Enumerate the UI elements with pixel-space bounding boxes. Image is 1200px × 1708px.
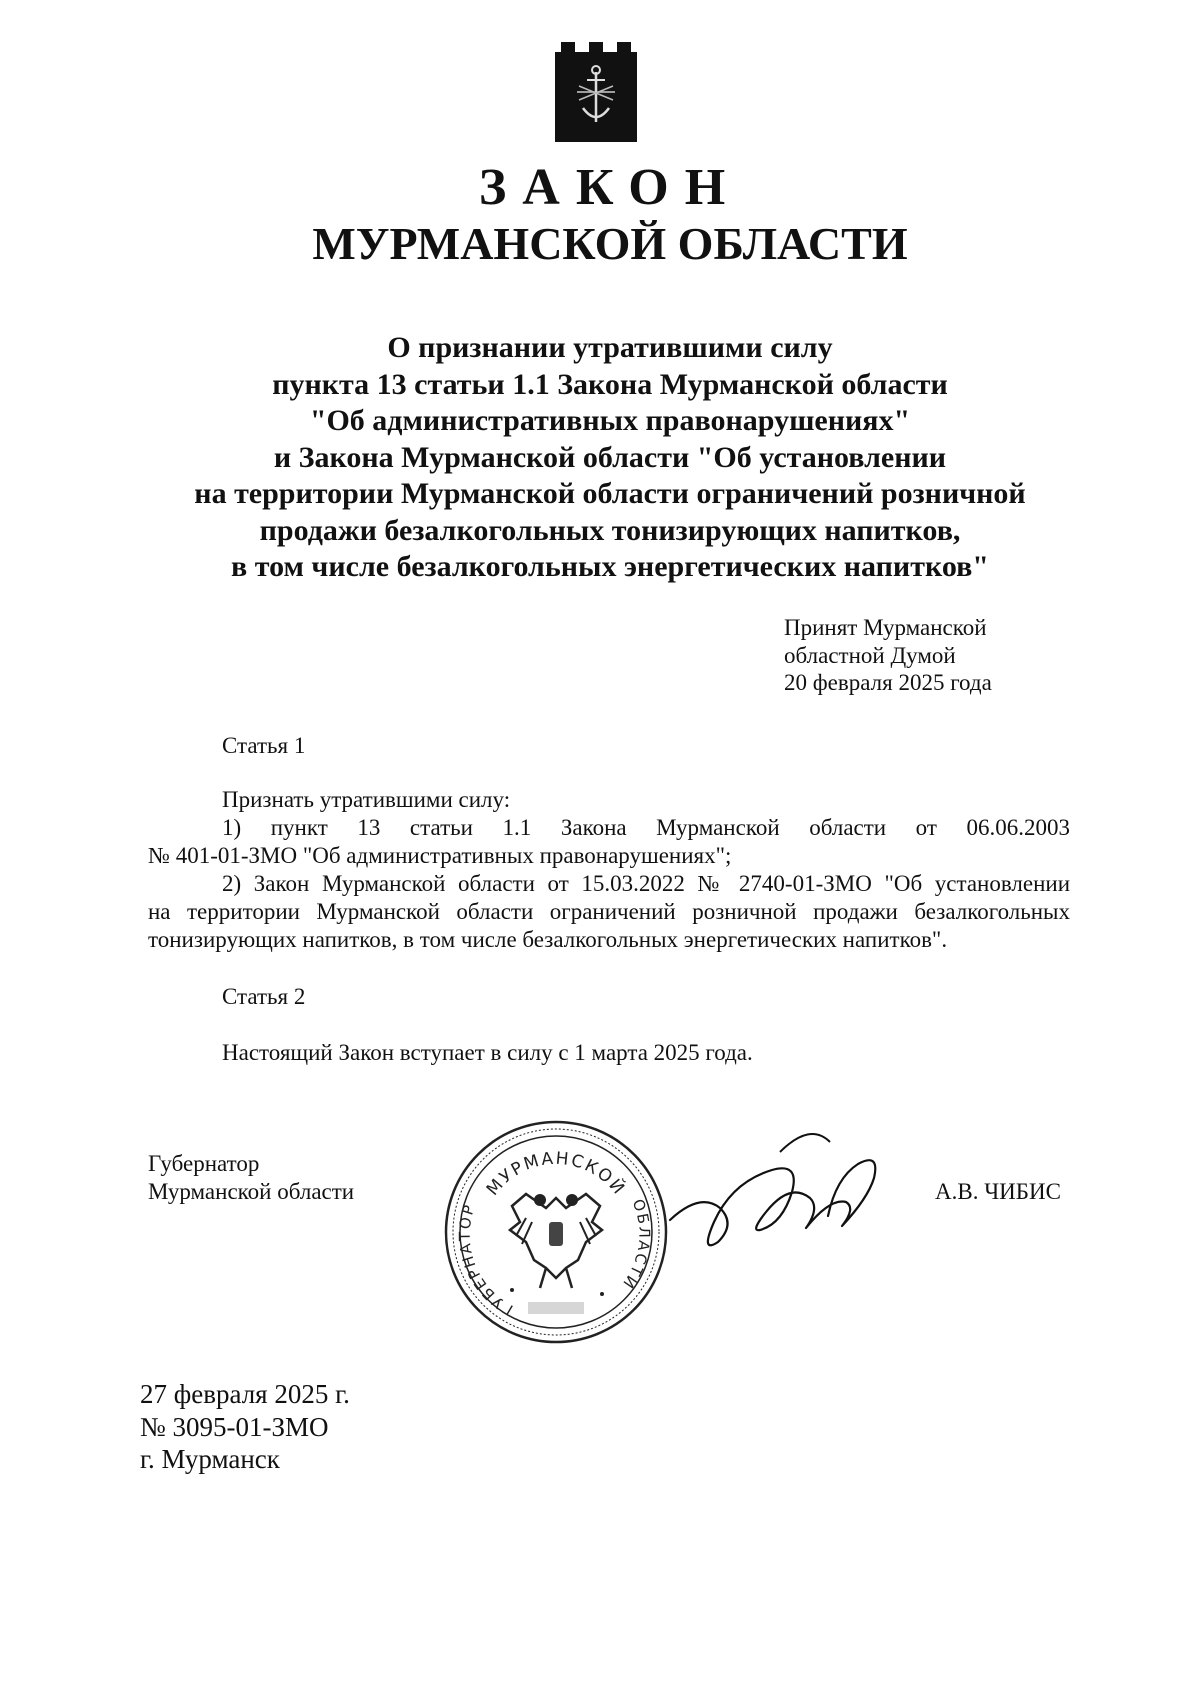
adoption-line: Принят Мурманской bbox=[784, 615, 987, 640]
law-registration-block bbox=[140, 1378, 350, 1476]
article-1-heading: Статья 1 bbox=[222, 733, 306, 758]
signing-date: 27 февраля 2025 г. bbox=[140, 1379, 350, 1409]
law-number: № 3095-01-ЗМО bbox=[140, 1411, 329, 1442]
signatory-title bbox=[148, 1150, 354, 1206]
seal-left-text: ГУБЕРНАТОР bbox=[455, 1201, 517, 1319]
svg-text:ГУБЕРНАТОР bbox=[456, 1201, 516, 1318]
signatory-title-line: Губернатор bbox=[148, 1151, 260, 1176]
adoption-date: 20 февраля 2025 года bbox=[784, 670, 992, 695]
law-title-line: продажи безалкогольных тонизирующих напитков, bbox=[259, 513, 961, 547]
region-heading: МУРМАНСКОЙ ОБЛАСТИ bbox=[312, 218, 908, 269]
document-type-heading: ЗАКОН bbox=[478, 159, 742, 216]
signatory-name: А.В. ЧИБИС bbox=[935, 1179, 1061, 1204]
article-2-text: Настоящий Закон вступает в силу с 1 марта 2025 года. bbox=[222, 1040, 753, 1065]
article-1-intro: Признать утратившими силу: bbox=[222, 787, 511, 812]
article-1-body bbox=[148, 786, 1070, 954]
law-title-line: и Закона Мурманской области "Об установлении bbox=[273, 440, 947, 474]
article-2-body bbox=[148, 1039, 1070, 1067]
signing-city: г. Мурманск bbox=[140, 1444, 280, 1474]
article-1-item-1-line: 1) пункт 13 статьи 1.1 Закона Мурманской области от 06.06.2003 bbox=[222, 815, 1070, 840]
law-title-line: "Об административных правонарушениях" bbox=[309, 404, 911, 437]
article-1-item-2-line: тонизирующих напитков, в том числе безалкогольных энергетических напитков". bbox=[148, 927, 948, 952]
law-title-line: в том числе безалкогольных энергетических напитков" bbox=[231, 550, 989, 583]
handwritten-signature bbox=[660, 1112, 900, 1262]
signatory-title-line: Мурманской области bbox=[148, 1179, 355, 1204]
official-seal-stamp bbox=[442, 1118, 670, 1346]
article-2-heading: Статья 2 bbox=[222, 984, 306, 1009]
eagle-icon bbox=[510, 1194, 602, 1288]
adoption-line: областной Думой bbox=[784, 642, 956, 668]
coat-of-arms-emblem bbox=[555, 42, 637, 142]
seal-top-text: МУРМАНСКОЙ bbox=[482, 1148, 630, 1200]
law-title bbox=[140, 330, 1080, 586]
article-1-item-1-line: № 401-01-ЗМО "Об административных правонарушениях"; bbox=[148, 843, 732, 868]
law-title-line: О признании утратившими силу bbox=[387, 331, 833, 364]
article-1-item-2-line: на территории Мурманской области ограничений розничной продажи безалкогольных bbox=[148, 899, 1070, 924]
law-title-line: пункта 13 статьи 1.1 Закона Мурманской области bbox=[272, 367, 948, 401]
article-1-item-2-line: 2) Закон Мурманской области от 15.03.2022 № 2740-01-ЗМО "Об установлении bbox=[222, 871, 1070, 896]
seal-right-text: ОБЛАСТИ bbox=[618, 1196, 654, 1294]
adoption-note bbox=[784, 614, 992, 697]
svg-text:МУРМАНСКОЙ bbox=[483, 1149, 631, 1200]
law-title-line: на территории Мурманской области ограничений розничной bbox=[194, 477, 1026, 510]
